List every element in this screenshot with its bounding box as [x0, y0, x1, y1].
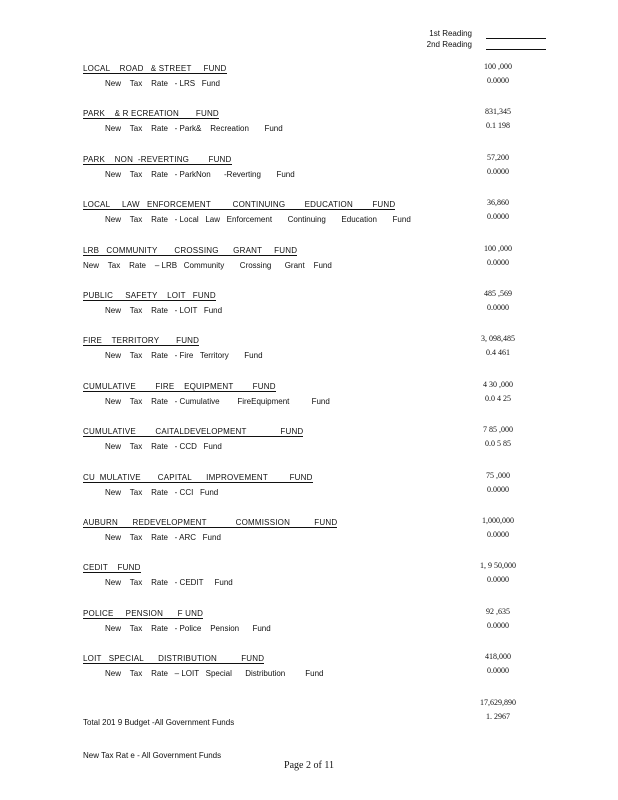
fund-amount-block	[470, 107, 526, 130]
fund-amount-block	[470, 607, 526, 630]
fund-rate-label: New Tax Rate - CCI Fund	[105, 488, 219, 497]
fund-title: CUMULATIVE CAITALDEVELOPMENT FUND	[83, 427, 304, 436]
fund-title: FIRE TERRITORY FUND	[83, 336, 200, 345]
fund-entry	[83, 200, 523, 224]
fund-title: CUMULATIVE FIRE EQUIPMENT FUND	[83, 382, 276, 391]
fund-entry	[83, 473, 523, 497]
fund-tax-rate: 0.0000	[487, 258, 509, 267]
fund-amount-block	[470, 380, 526, 403]
fund-entry	[83, 609, 523, 633]
fund-amount: 75 ,000	[486, 471, 510, 480]
fund-rate-label: New Tax Rate - Police Pension Fund	[105, 624, 271, 633]
fund-amount: 418,000	[485, 652, 511, 661]
fund-tax-rate: 0.0000	[487, 621, 509, 630]
fund-title: PARK NON -REVERTING FUND	[83, 155, 232, 164]
fund-tax-rate: 0.1 198	[486, 121, 510, 130]
fund-amount-block	[470, 198, 526, 221]
fund-amount: 92 ,635	[486, 607, 510, 616]
fund-amount-block	[470, 516, 526, 539]
total-budget-label: Total 201 9 Budget -All Government Funds	[83, 718, 235, 727]
fund-tax-rate: 0.0000	[487, 303, 509, 312]
fund-entry	[83, 563, 523, 587]
fund-tax-rate: 0.0000	[487, 212, 509, 221]
fund-tax-rate: 0.0000	[487, 485, 509, 494]
second-reading-line	[486, 41, 546, 50]
fund-amount: 831,345	[485, 107, 511, 116]
fund-title: LOCAL LAW ENFORCEMENT CONTINUING EDUCATION FUND	[83, 200, 396, 209]
fund-amount: 3, 098,485	[481, 334, 515, 343]
fund-title: CU MULATIVE CAPITAL IMPROVEMENT FUND	[83, 473, 313, 482]
fund-amount: 4 30 ,000	[483, 380, 513, 389]
fund-title: PARK & R ECREATION FUND	[83, 109, 219, 118]
fund-title: POLICE PENSION F UND	[83, 609, 204, 618]
fund-title: PUBLIC SAFETY LOIT FUND	[83, 291, 216, 300]
fund-amount-block	[470, 471, 526, 494]
fund-rate-label: New Tax Rate - LOIT Fund	[105, 306, 223, 315]
fund-amount-block	[470, 652, 526, 675]
page-number: Page 2 of 11	[284, 760, 334, 771]
fund-amount-block	[470, 334, 526, 357]
fund-amount: 1,000,000	[482, 516, 514, 525]
fund-rate-label: New Tax Rate - ARC Fund	[105, 533, 221, 542]
fund-amount: 100 ,000	[484, 244, 512, 253]
fund-entry	[83, 382, 523, 406]
fund-tax-rate: 0.0000	[487, 666, 509, 675]
total-rate-label: New Tax Rat e - All Government Funds	[83, 751, 222, 760]
fund-entry	[83, 155, 523, 179]
fund-title: AUBURN REDEVELOPMENT COMMISSION FUND	[83, 518, 338, 527]
total-amount: 17,629,890	[480, 698, 516, 707]
fund-entry	[83, 336, 523, 360]
fund-amount: 1, 9 50,000	[480, 561, 516, 570]
fund-tax-rate: 0.0000	[487, 167, 509, 176]
fund-title: CEDIT FUND	[83, 563, 141, 572]
fund-tax-rate: 0.0000	[487, 575, 509, 584]
fund-amount: 485 ,569	[484, 289, 512, 298]
fund-amount-block	[470, 244, 526, 267]
fund-title: LRB COMMUNITY CROSSING GRANT FUND	[83, 246, 298, 255]
fund-amount: 100 ,000	[484, 62, 512, 71]
second-reading-row	[400, 39, 600, 50]
fund-rate-label: New Tax Rate - CCD Fund	[105, 442, 222, 451]
fund-amount-block	[470, 425, 526, 448]
fund-rate-label: New Tax Rate - ParkNon -Reverting Fund	[105, 170, 295, 179]
fund-entry	[83, 64, 523, 88]
fund-entry	[83, 654, 523, 678]
total-rate: 1. 2967	[486, 712, 510, 721]
fund-rate-label: New Tax Rate – LOIT Special Distribution Fund	[105, 669, 324, 678]
fund-amount-block	[470, 153, 526, 176]
first-reading-label: 1st Reading	[429, 29, 472, 38]
first-reading-row	[400, 28, 600, 39]
second-reading-label: 2nd Reading	[426, 40, 472, 49]
fund-rate-label: New Tax Rate - Cumulative FireEquipment Fund	[105, 397, 330, 406]
fund-amount-block	[470, 62, 526, 85]
fund-entry	[83, 518, 523, 542]
fund-amount: 36,860	[487, 198, 509, 207]
fund-amount: 7 85 ,000	[483, 425, 513, 434]
fund-tax-rate: 0.0 5 85	[485, 439, 511, 448]
fund-entry	[83, 246, 523, 270]
fund-rate-label: New Tax Rate - LRS Fund	[105, 79, 221, 88]
fund-tax-rate: 0.0000	[487, 530, 509, 539]
total-amount-block	[470, 698, 526, 721]
total-block	[83, 700, 234, 769]
fund-tax-rate: 0.0 4 25	[485, 394, 511, 403]
fund-rate-label: New Tax Rate - Park& Recreation Fund	[105, 124, 283, 133]
fund-entry	[83, 109, 523, 133]
fund-rate-label: New Tax Rate - CEDIT Fund	[105, 578, 233, 587]
fund-tax-rate: 0.4 461	[486, 348, 510, 357]
fund-amount: 57,200	[487, 153, 509, 162]
fund-tax-rate: 0.0000	[487, 76, 509, 85]
fund-amount-block	[470, 289, 526, 312]
fund-rate-label: New Tax Rate - Fire Territory Fund	[105, 351, 263, 360]
fund-entry	[83, 291, 523, 315]
reading-signoff	[400, 28, 600, 50]
fund-title: LOIT SPECIAL DISTRIBUTION FUND	[83, 654, 265, 663]
fund-title: LOCAL ROAD & STREET FUND	[83, 64, 227, 73]
fund-rate-label: New Tax Rate - Local Law Enforcement Continuing Education Fund	[105, 215, 411, 224]
fund-entry	[83, 427, 523, 451]
fund-rate-label: New Tax Rate – LRB Community Crossing Grant Fund	[83, 261, 332, 270]
first-reading-line	[486, 30, 546, 39]
fund-amount-block	[470, 561, 526, 584]
